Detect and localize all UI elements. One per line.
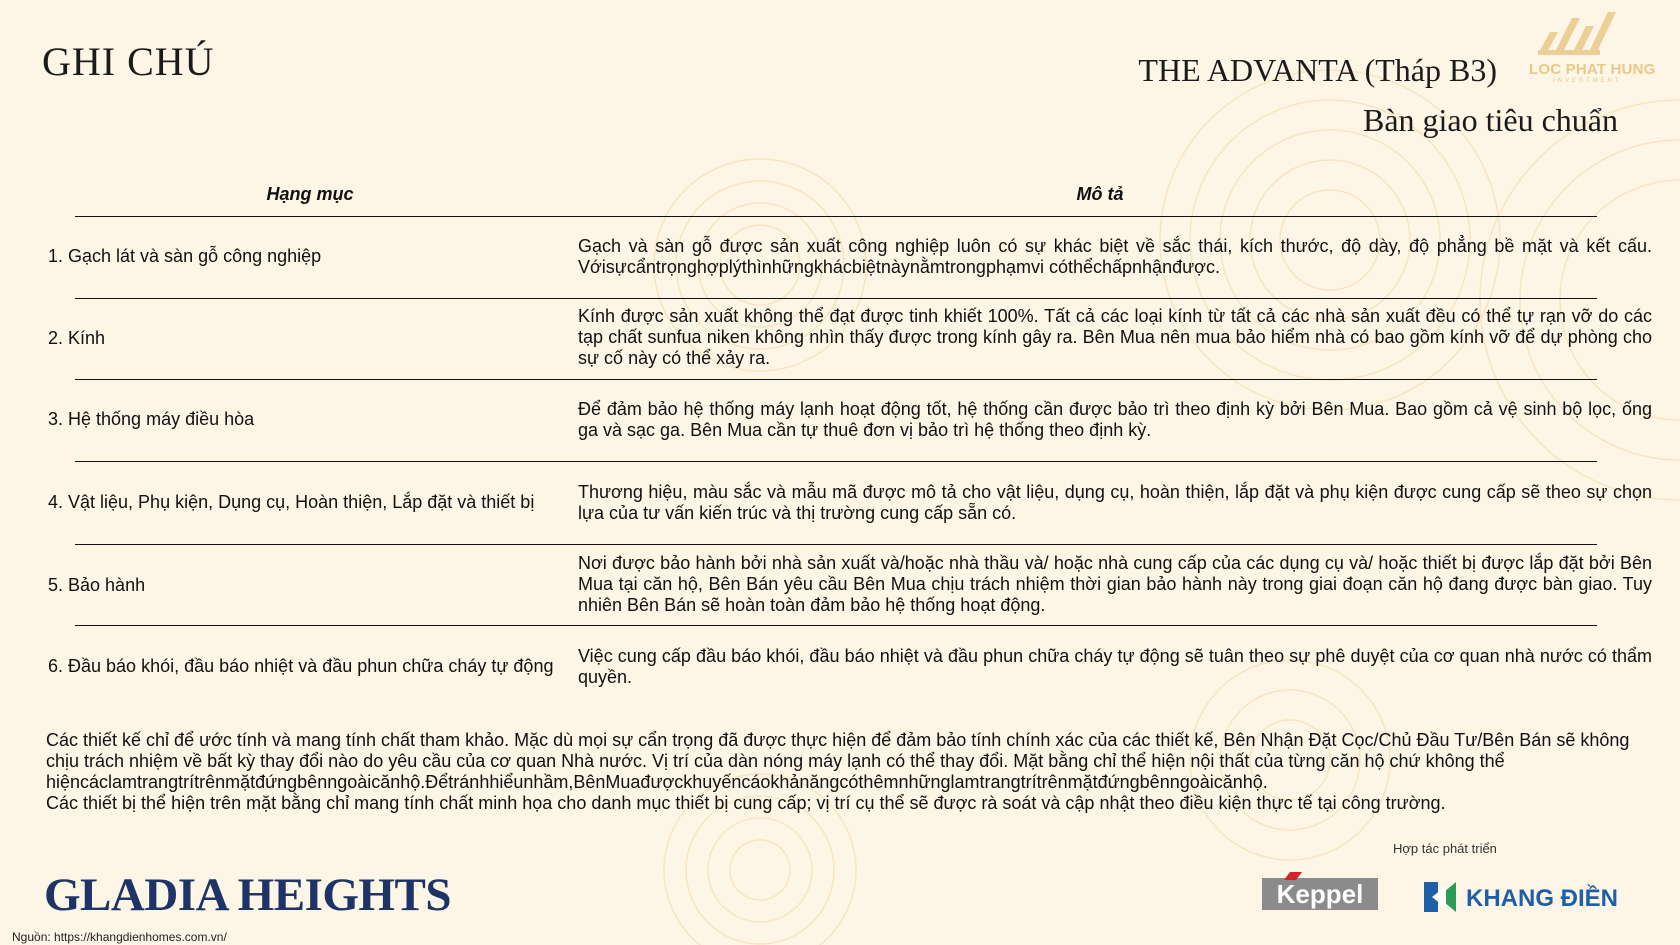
column-header-category: Hạng mục: [266, 184, 354, 204]
table-rule: [75, 379, 1597, 380]
page-subtitle: Bàn giao tiêu chuẩn: [1362, 102, 1618, 138]
loc-phat-hung-logo-text: LOC PHAT HUNG: [1529, 61, 1656, 78]
column-header-description: Mô tả: [1076, 184, 1124, 204]
table-rule: [75, 544, 1597, 545]
table-row-category: 4. Vật liệu, Phụ kiện, Dụng cụ, Hoàn thiện, Lắp đặt và thiết bị: [48, 492, 535, 512]
page-title: GHI CHÚ: [42, 39, 215, 84]
table-rule: [75, 216, 1597, 217]
loc-phat-hung-logo-subtext: INVESTMENT: [1553, 78, 1622, 84]
table-row-description: Kính được sản xuất không thể đạt được tinh khiết 100%. Tất cả các loại kính từ tất cả các nhà sản xuất đều có thể tự rạn vỡ do các tạp chất sunfua niken không nhìn thấy được trong kính gây ra. Bên Mua nên mua bảo hiểm nhà có bao gồm kính vỡ để dự phòng cho sự cố này có thể xảy ra.: [578, 306, 1652, 368]
keppel-logo: [1262, 872, 1378, 912]
gladia-heights-logo: GLADIA HEIGHTS: [44, 869, 451, 921]
table-row-category: 2. Kính: [48, 328, 106, 348]
table-row-category: 5. Bảo hành: [48, 575, 146, 595]
source-text: Nguồn: https://khangdienhomes.com.vn/: [12, 930, 227, 944]
table-row-description: Gạch và sàn gỗ được sản xuất công nghiệp luôn có sự khác biệt về sắc thái, kích thước, độ dày, độ phẳng bề mặt và kết cấu. Vớisựcẩntrọnghợplýthìnhữngkhácbiệtnàynằmtrongphạmvi cóthểchấpnhậnđược.: [578, 236, 1652, 277]
table-rule: [75, 298, 1597, 299]
khang-dien-logo: [1422, 880, 1642, 914]
cooperation-label: Hợp tác phát triển: [1393, 841, 1497, 856]
table-rule: [75, 625, 1597, 626]
disclaimer-notes: [46, 730, 1638, 814]
table-row-description: Việc cung cấp đầu báo khói, đầu báo nhiệt và đầu phun chữa cháy tự động sẽ tuân theo sự phê duyệt của cơ quan nhà nước có thẩm quyền.: [578, 646, 1652, 687]
keppel-logo-text: Keppel: [1276, 879, 1364, 909]
table-row-category: 6. Đầu báo khói, đầu báo nhiệt và đầu phun chữa cháy tự động: [48, 656, 554, 676]
table-row-description: Nơi được bảo hành bởi nhà sản xuất và/hoặc nhà thầu và/ hoặc nhà cung cấp của các dụng cụ và/ hoặc thiết bị được lắp đặt bởi Bên Mua tại căn hộ, Bên Bán yêu cầu Bên Mua chịu trách nhiệm thời gian bảo hành này trong giai đoạn căn hộ đang được bàn giao. Tuy nhiên Bên Bán sẽ hoàn toàn đảm bảo hệ thống hoạt động.: [578, 553, 1652, 615]
disclaimer-paragraph: Các thiết bị thể hiện trên mặt bằng chỉ mang tính chất minh họa cho danh mục thiết bị cung cấp; vị trí cụ thể sẽ được rà soát và cập nhật theo điều kiện thực tế tại công trường.: [46, 793, 1446, 813]
table-row-description: Thương hiệu, màu sắc và mẫu mã được mô tả cho vật liệu, dụng cụ, hoàn thiện, lắp đặt và phụ kiện được cung cấp sẽ theo sự chọn lựa của tư vấn kiến trúc và thị trường cung cấp sẵn có.: [578, 482, 1652, 523]
table-row-category: 3. Hệ thống máy điều hòa: [48, 409, 255, 429]
table-row-category: 1. Gạch lát và sàn gỗ công nghiệp: [48, 246, 322, 266]
table-rule: [75, 461, 1597, 462]
table-row-description: Để đảm bảo hệ thống máy lạnh hoạt động tốt, hệ thống cần được bảo trì theo định kỳ bởi Bên Mua. Bao gồm cả vệ sinh bộ lọc, ống ga và sạc ga. Bên Mua cần tự thuê đơn vị bảo trì hệ thống theo định kỳ.: [578, 399, 1652, 440]
disclaimer-paragraph: Các thiết kế chỉ để ước tính và mang tính chất tham khảo. Mặc dù mọi sự cẩn trọng đã được thực hiện để đảm bảo tính chính xác của các thiết kế, Bên Nhận Đặt Cọc/Chủ Đầu Tư/Bên Bán sẽ không chịu trách nhiệm về bất kỳ thay đổi nào do yêu cầu của cơ quan Nhà nước. Vị trí của dàn nóng máy lạnh có thể thay đổi. Mặt bằng chỉ thể hiện nội thất của từng căn hộ chứ không thể hiệncáclamtrangtrítrênmặtđứngbênngoàicănhộ.Đểtránhhiểunhầm,BênMuađượckhuyếncáokhảnăngcóthêmnhữnglamtrangtrítrênmặtđứngbênngoàicănhộ.: [46, 730, 1630, 792]
project-name: THE ADVANTA (Tháp B3): [1138, 52, 1497, 88]
khang-dien-logo-text: KHANG ĐIỀN: [1466, 885, 1619, 912]
